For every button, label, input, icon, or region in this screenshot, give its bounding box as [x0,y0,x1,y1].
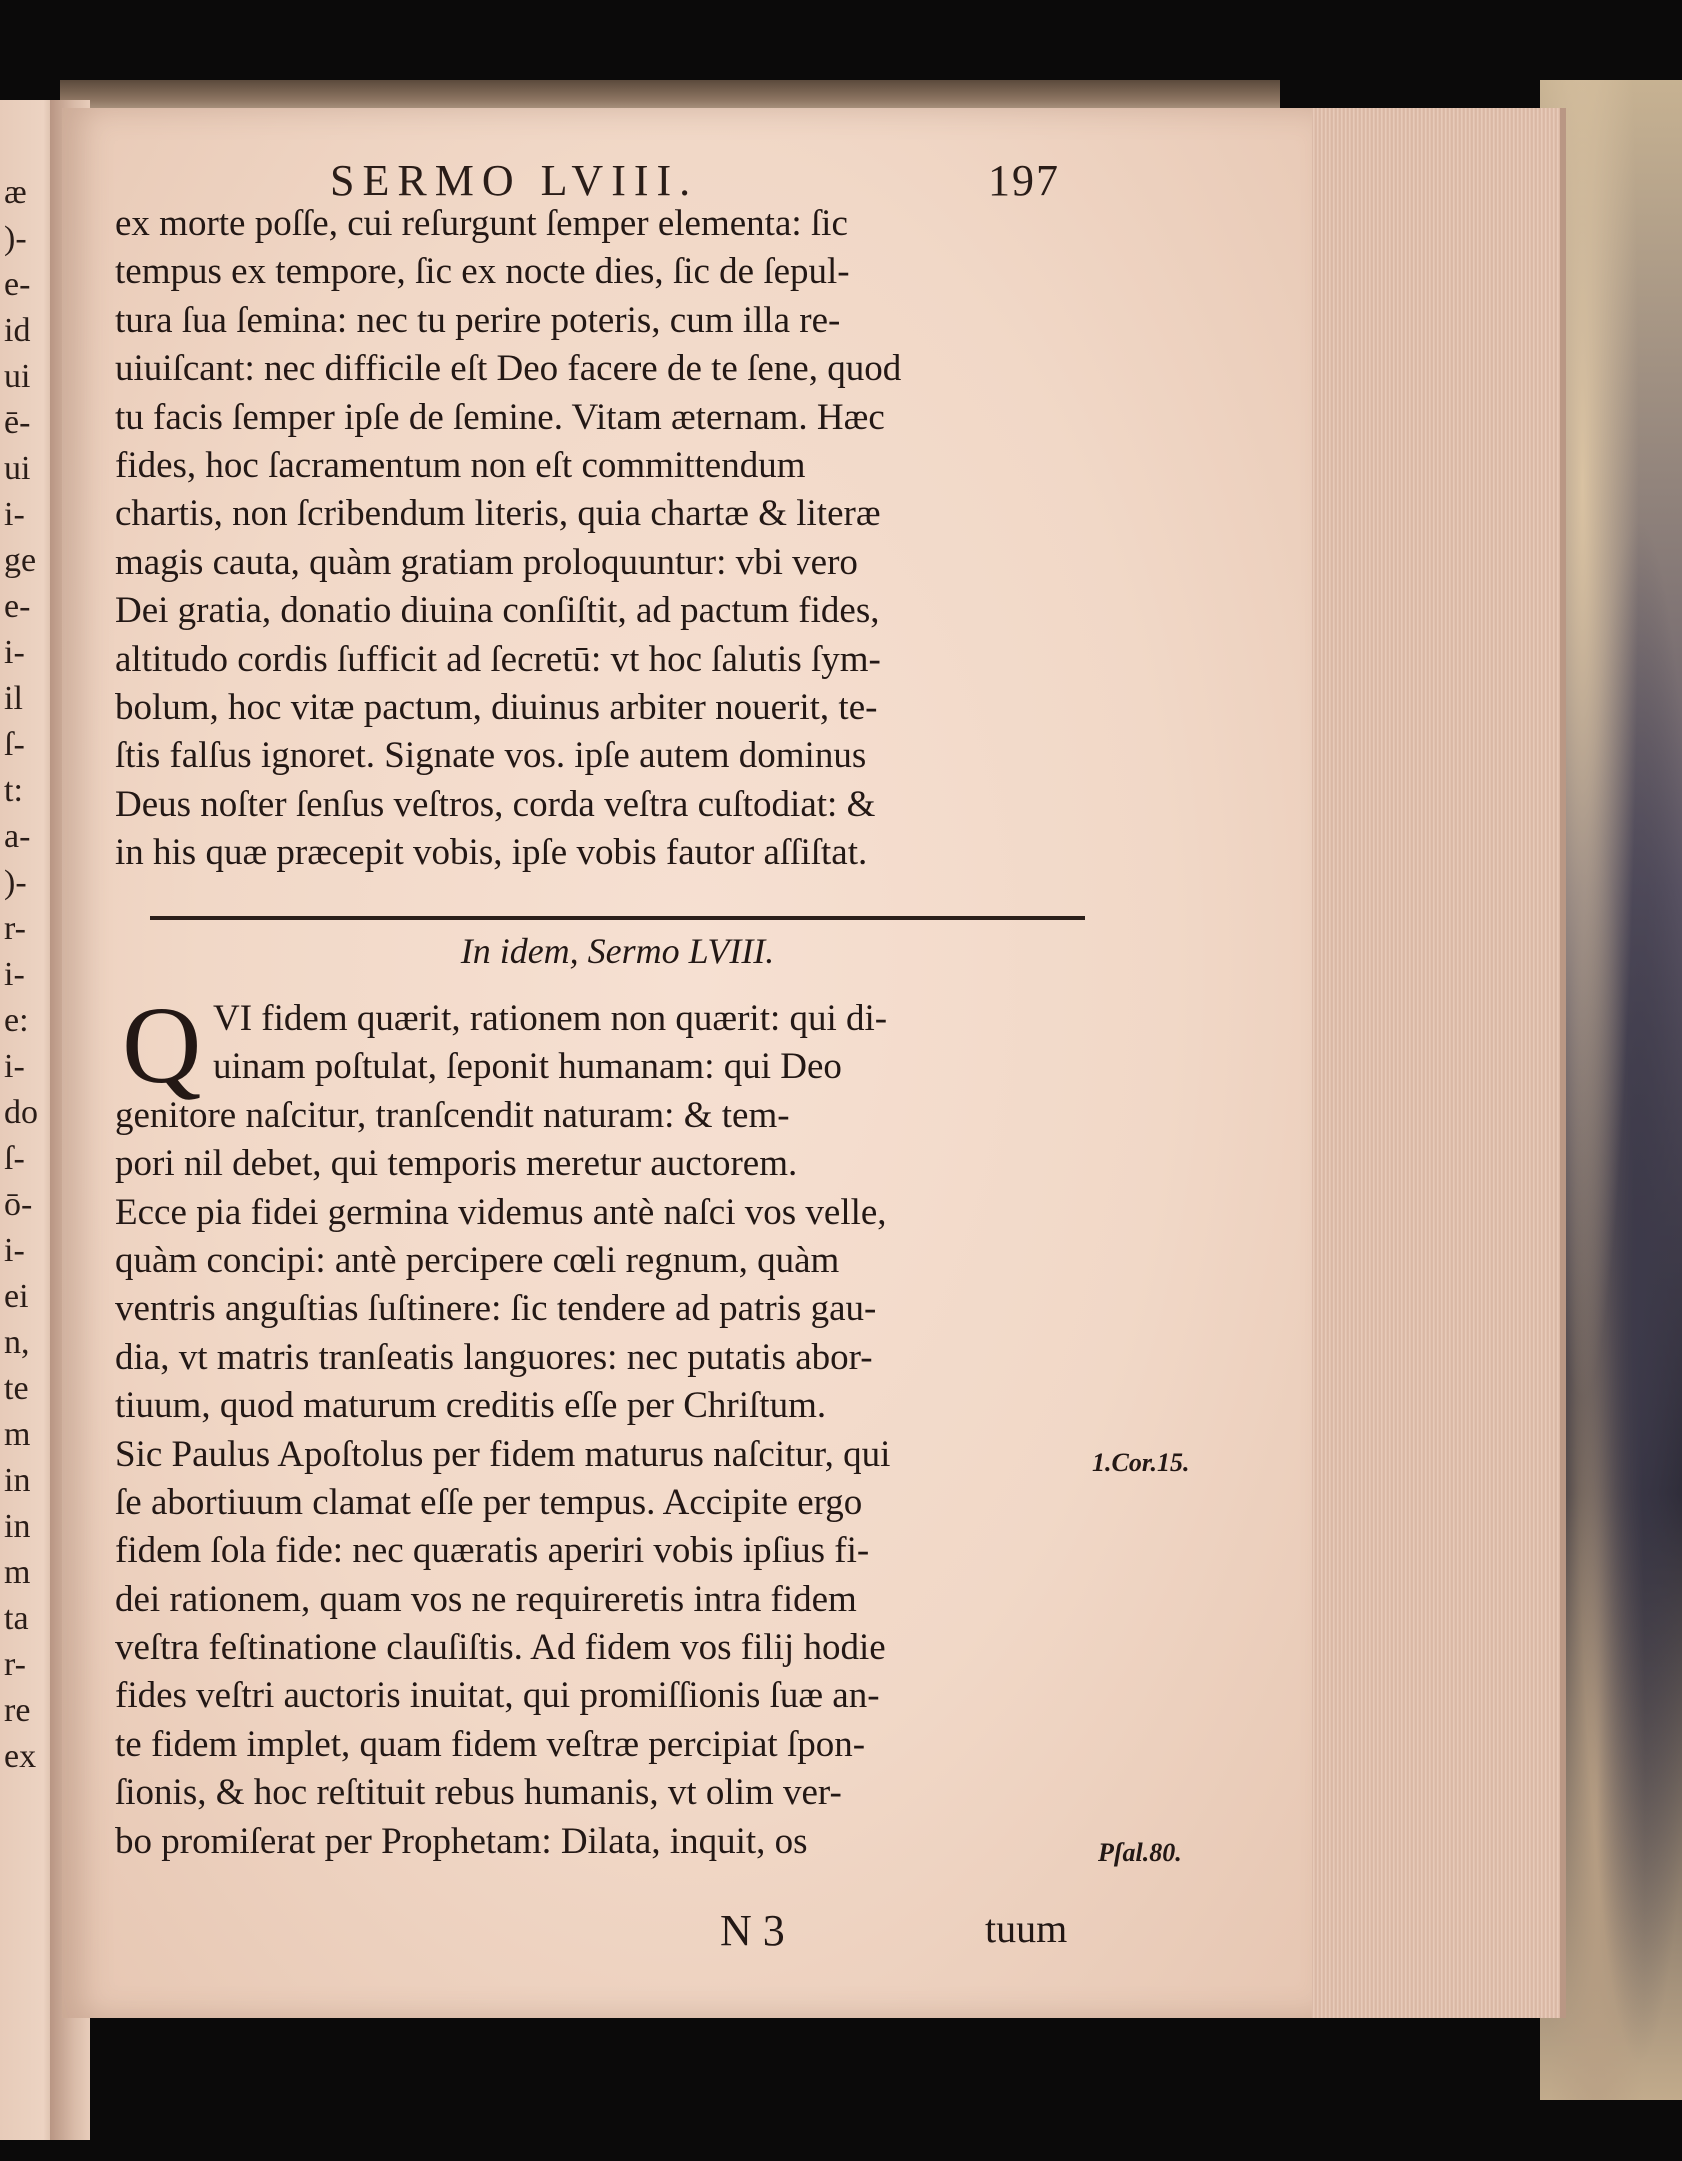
left-fragment: ta [4,1600,29,1637]
text-line: bolum, hoc vitæ pactum, diuinus arbiter nouerit, te- [115,686,878,728]
text-line: tempus ex tempore, ſic ex nocte dies, ſic de ſepul- [115,251,850,293]
text-line: pori nil debet, qui temporis meretur auctorem. [115,1143,798,1185]
text-line: magis cauta, quàm gratiam proloquuntur: vbi vero [115,541,858,583]
text-line: uiuiſcant: nec difficile eſt Deo facere de te ſene, quod [115,348,902,390]
text-line: ſe abortiuum clamat eſſe per tempus. Accipite ergo [115,1481,863,1523]
text-line: altitudo cordis ſufficit ad ſecretū: vt hoc ſalutis ſym- [115,638,881,680]
left-fragment: r- [4,1646,26,1683]
left-fragment: do [4,1094,38,1131]
left-fragment: ui [4,450,31,487]
running-head-title: SERMO LVIII. [330,156,699,205]
text-line: ſtis falſus ignoret. Signate vos. ipſe autem dominus [115,735,867,777]
text-line: Deus noſter ſenſus veſtros, corda veſtra cuſtodiat: & [115,783,876,825]
text-line: in his quæ præcepit vobis, ipſe vobis fautor aſſiſtat. [115,832,868,874]
left-fragment: ſ- [4,1140,25,1177]
text-line: Sic Paulus Apoſtolus per fidem maturus naſcitur, qui [115,1433,891,1475]
page-edges-stack [1310,108,1566,2018]
text-line: veſtra feſtinatione clauſiſtis. Ad fidem vos filij hodie [115,1627,886,1669]
left-fragment: ex [4,1738,37,1775]
left-fragment: r- [4,910,26,947]
text-line: fides, hoc ſacramentum non eſt committendum [115,444,806,486]
left-fragment: te [4,1370,29,1407]
left-fragment: )- [4,864,27,901]
text-line: ex morte poſſe, cui reſurgunt ſemper elementa: ſic [115,203,848,244]
margin-note-1: 1.Cor.15. [1092,1448,1190,1477]
body-text-sermon-start [115,995,1090,1866]
left-fragment: i- [4,1232,25,1269]
text-line: Ecce pia fidei germina videmus antè naſci vos velle, [115,1191,887,1233]
left-fragment: ge [4,542,37,579]
left-fragment: il [4,680,23,717]
section-rule [150,916,1085,920]
text-line: tura ſua ſemina: nec tu perire poteris, cum illa re- [115,299,841,341]
left-fragment: id [4,312,31,349]
section-heading: In idem, Sermo LVIII. [460,931,775,971]
text-line: tu facis ſemper ipſe de ſemine. Vitam æternam. Hæc [115,396,885,438]
left-fragment: i- [4,956,25,993]
left-fragment: a- [4,818,31,855]
running-head [300,155,1060,205]
left-fragment: re [4,1692,31,1729]
text-line: genitore naſcitur, tranſcendit naturam: & tem- [115,1094,790,1136]
left-fragment: m [4,1554,31,1591]
text-line: quàm concipi: antè percipere cœli regnum, quàm [115,1239,840,1281]
left-fragment: e: [4,1002,29,1039]
text-line: fides veſtri auctoris inuitat, qui promiſſionis ſuæ an- [115,1675,880,1717]
page-number: 197 [988,156,1060,205]
left-page-fragments [4,170,54,1780]
left-fragment: in [4,1462,31,1499]
left-fragment: e- [4,266,31,303]
text-line: VI fidem quærit, rationem non quærit: qui di- [213,998,888,1039]
left-fragment: i- [4,496,25,533]
catchword: tuum [985,1906,1068,1951]
signature-mark: N 3 [720,1906,785,1955]
text-line: uinam poſtulat, ſeponit humanam: qui Deo [213,1046,842,1088]
margin-note-2: Pſal.80. [1098,1838,1182,1867]
left-fragment: æ [4,174,27,211]
left-fragment: n, [4,1324,30,1361]
left-fragment: ui [4,358,31,395]
drop-cap: Q [122,984,202,1106]
left-fragment: in [4,1508,31,1545]
text-line: fidem ſola fide: nec quæratis aperiri vobis ipſius fi- [115,1530,870,1572]
text-line: dia, vt matris tranſeatis languores: nec putatis abor- [115,1336,873,1378]
left-fragment: i- [4,1048,25,1085]
text-line: ventris anguſtias ſuſtinere: ſic tendere ad patris gau- [115,1288,877,1330]
left-fragment: m [4,1416,31,1453]
left-fragment: i- [4,634,25,671]
left-fragment: ſ- [4,726,25,763]
body-text-sermon-end [115,200,1090,877]
text-line: te fidem implet, quam fidem veſtræ percipiat ſpon- [115,1723,866,1765]
left-fragment: )- [4,220,27,257]
text-line: tiuum, quod maturum creditis eſſe per Chriſtum. [115,1385,827,1427]
left-fragment: ei [4,1278,29,1315]
left-fragment: ē- [4,404,31,441]
text-line: ſionis, & hoc reſtituit rebus humanis, vt olim ver- [115,1772,842,1814]
left-fragment: t: [4,772,23,809]
left-fragment: e- [4,588,31,625]
text-line: dei rationem, quam vos ne requireretis intra fidem [115,1578,857,1620]
text-line: Dei gratia, donatio diuina conſiſtit, ad pactum fides, [115,590,880,632]
left-fragment: ō- [4,1186,33,1223]
text-line: bo promiſerat per Prophetam: Dilata, inquit, os [115,1820,808,1862]
text-line: chartis, non ſcribendum literis, quia chartæ & literæ [115,493,881,535]
